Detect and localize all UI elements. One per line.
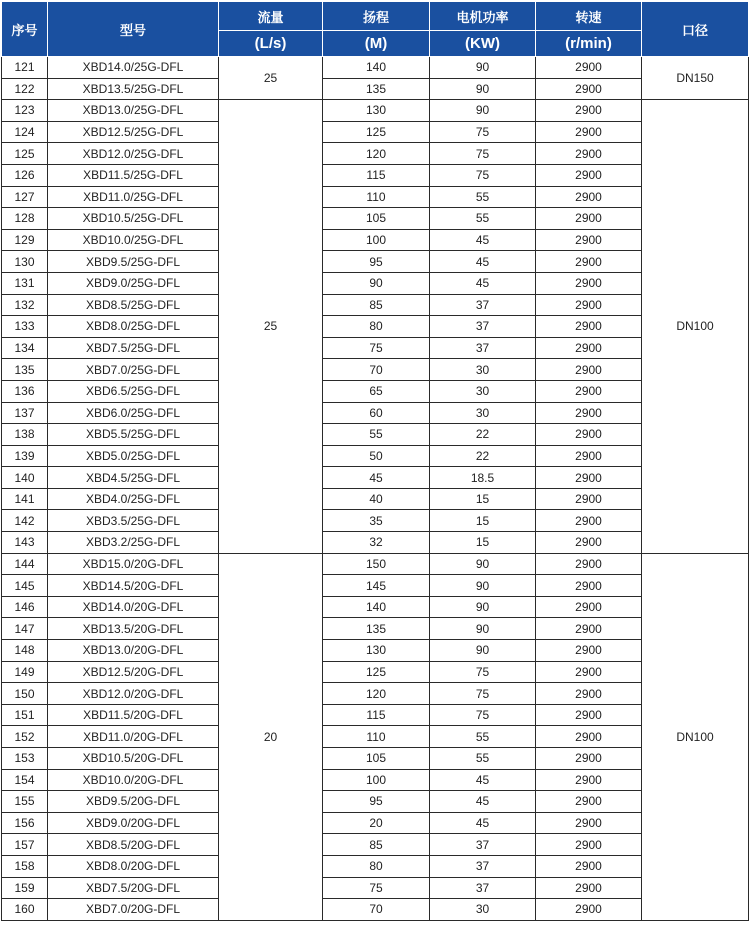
cell-model: XBD4.0/25G-DFL: [48, 488, 219, 510]
cell-power: 45: [430, 251, 536, 273]
cell-model: XBD12.5/20G-DFL: [48, 661, 219, 683]
cell-speed: 2900: [536, 618, 642, 640]
cell-seq: 121: [2, 57, 48, 79]
cell-head: 80: [323, 855, 430, 877]
cell-head: 105: [323, 748, 430, 770]
cell-power: 22: [430, 445, 536, 467]
cell-speed: 2900: [536, 359, 642, 381]
cell-head: 65: [323, 380, 430, 402]
cell-seq: 136: [2, 380, 48, 402]
cell-model: XBD11.5/20G-DFL: [48, 704, 219, 726]
header-flow: 流量: [219, 2, 323, 31]
cell-speed: 2900: [536, 855, 642, 877]
cell-speed: 2900: [536, 294, 642, 316]
cell-model: XBD9.5/20G-DFL: [48, 791, 219, 813]
cell-speed: 2900: [536, 143, 642, 165]
table-row: [2, 121, 749, 143]
cell-model: XBD11.5/25G-DFL: [48, 164, 219, 186]
cell-model: XBD10.0/20G-DFL: [48, 769, 219, 791]
cell-model: XBD11.0/25G-DFL: [48, 186, 219, 208]
table-row: [2, 229, 749, 251]
cell-power: 30: [430, 359, 536, 381]
cell-head: 115: [323, 704, 430, 726]
cell-seq: 135: [2, 359, 48, 381]
table-row: [2, 834, 749, 856]
cell-speed: 2900: [536, 272, 642, 294]
header-head: 扬程: [323, 2, 430, 31]
cell-model: XBD3.2/25G-DFL: [48, 532, 219, 554]
table-row: [2, 208, 749, 230]
cell-power: 45: [430, 769, 536, 791]
cell-head: 130: [323, 100, 430, 122]
table-row: [2, 618, 749, 640]
cell-model: XBD8.0/25G-DFL: [48, 316, 219, 338]
cell-head: 110: [323, 726, 430, 748]
table-row: [2, 748, 749, 770]
cell-power: 15: [430, 532, 536, 554]
cell-head: 145: [323, 575, 430, 597]
cell-flow: 25: [219, 100, 323, 553]
cell-caliber: DN100: [642, 553, 749, 920]
cell-power: 22: [430, 424, 536, 446]
cell-head: 120: [323, 683, 430, 705]
cell-head: 20: [323, 812, 430, 834]
cell-model: XBD13.5/25G-DFL: [48, 78, 219, 100]
cell-head: 125: [323, 121, 430, 143]
cell-head: 75: [323, 337, 430, 359]
cell-model: XBD14.0/25G-DFL: [48, 57, 219, 79]
cell-seq: 129: [2, 229, 48, 251]
cell-model: XBD12.5/25G-DFL: [48, 121, 219, 143]
table-row: [2, 812, 749, 834]
cell-speed: 2900: [536, 899, 642, 921]
cell-model: XBD6.0/25G-DFL: [48, 402, 219, 424]
table-body: [2, 57, 749, 921]
header-speed-unit: (r/min): [536, 31, 642, 57]
cell-seq: 148: [2, 640, 48, 662]
cell-seq: 155: [2, 791, 48, 813]
cell-head: 70: [323, 899, 430, 921]
cell-seq: 132: [2, 294, 48, 316]
cell-model: XBD14.0/20G-DFL: [48, 596, 219, 618]
cell-seq: 160: [2, 899, 48, 921]
cell-speed: 2900: [536, 445, 642, 467]
header-power: 电机功率: [430, 2, 536, 31]
cell-power: 75: [430, 704, 536, 726]
cell-seq: 137: [2, 402, 48, 424]
header-seq: 序号: [2, 2, 48, 57]
table-row: [2, 791, 749, 813]
cell-head: 105: [323, 208, 430, 230]
table-row: [2, 855, 749, 877]
table-row: [2, 575, 749, 597]
table-row: [2, 640, 749, 662]
table-row: [2, 532, 749, 554]
cell-power: 75: [430, 683, 536, 705]
table-row: [2, 359, 749, 381]
cell-power: 90: [430, 640, 536, 662]
cell-seq: 147: [2, 618, 48, 640]
cell-model: XBD10.0/25G-DFL: [48, 229, 219, 251]
cell-power: 45: [430, 229, 536, 251]
cell-power: 37: [430, 877, 536, 899]
cell-speed: 2900: [536, 553, 642, 575]
cell-model: XBD7.5/25G-DFL: [48, 337, 219, 359]
cell-power: 90: [430, 57, 536, 79]
cell-model: XBD14.5/20G-DFL: [48, 575, 219, 597]
cell-model: XBD6.5/25G-DFL: [48, 380, 219, 402]
cell-speed: 2900: [536, 467, 642, 489]
cell-head: 95: [323, 251, 430, 273]
table-row: [2, 294, 749, 316]
cell-power: 75: [430, 164, 536, 186]
table-row: [2, 316, 749, 338]
cell-power: 90: [430, 553, 536, 575]
cell-seq: 141: [2, 488, 48, 510]
cell-power: 90: [430, 78, 536, 100]
cell-power: 37: [430, 294, 536, 316]
cell-seq: 145: [2, 575, 48, 597]
cell-speed: 2900: [536, 164, 642, 186]
cell-power: 45: [430, 812, 536, 834]
cell-seq: 127: [2, 186, 48, 208]
cell-head: 75: [323, 877, 430, 899]
cell-power: 55: [430, 186, 536, 208]
cell-power: 75: [430, 121, 536, 143]
cell-head: 110: [323, 186, 430, 208]
cell-model: XBD15.0/20G-DFL: [48, 553, 219, 575]
table-row: [2, 488, 749, 510]
table-row: [2, 467, 749, 489]
cell-speed: 2900: [536, 100, 642, 122]
cell-head: 140: [323, 596, 430, 618]
table-row: [2, 769, 749, 791]
header-model: 型号: [48, 2, 219, 57]
cell-head: 140: [323, 57, 430, 79]
table-row: [2, 251, 749, 273]
table-row: [2, 683, 749, 705]
cell-head: 80: [323, 316, 430, 338]
table-row: [2, 57, 749, 79]
table-row: [2, 164, 749, 186]
cell-speed: 2900: [536, 661, 642, 683]
cell-speed: 2900: [536, 402, 642, 424]
cell-speed: 2900: [536, 229, 642, 251]
cell-speed: 2900: [536, 791, 642, 813]
table-row: [2, 661, 749, 683]
cell-model: XBD13.0/25G-DFL: [48, 100, 219, 122]
cell-seq: 142: [2, 510, 48, 532]
cell-head: 50: [323, 445, 430, 467]
cell-model: XBD8.0/20G-DFL: [48, 855, 219, 877]
cell-caliber: DN150: [642, 57, 749, 100]
cell-seq: 153: [2, 748, 48, 770]
cell-speed: 2900: [536, 575, 642, 597]
cell-power: 15: [430, 510, 536, 532]
cell-power: 30: [430, 899, 536, 921]
cell-seq: 159: [2, 877, 48, 899]
cell-power: 90: [430, 618, 536, 640]
cell-power: 37: [430, 316, 536, 338]
cell-power: 55: [430, 726, 536, 748]
cell-seq: 152: [2, 726, 48, 748]
table-row: [2, 380, 749, 402]
cell-seq: 146: [2, 596, 48, 618]
cell-head: 125: [323, 661, 430, 683]
cell-power: 45: [430, 272, 536, 294]
cell-speed: 2900: [536, 532, 642, 554]
cell-power: 55: [430, 208, 536, 230]
cell-model: XBD10.5/20G-DFL: [48, 748, 219, 770]
cell-seq: 143: [2, 532, 48, 554]
cell-model: XBD7.0/20G-DFL: [48, 899, 219, 921]
cell-model: XBD9.5/25G-DFL: [48, 251, 219, 273]
cell-speed: 2900: [536, 834, 642, 856]
cell-model: XBD8.5/25G-DFL: [48, 294, 219, 316]
table-row: [2, 402, 749, 424]
cell-model: XBD7.5/20G-DFL: [48, 877, 219, 899]
cell-power: 90: [430, 575, 536, 597]
cell-model: XBD9.0/25G-DFL: [48, 272, 219, 294]
cell-model: XBD10.5/25G-DFL: [48, 208, 219, 230]
cell-head: 100: [323, 769, 430, 791]
cell-power: 45: [430, 791, 536, 813]
table-row: [2, 445, 749, 467]
cell-seq: 157: [2, 834, 48, 856]
cell-seq: 158: [2, 855, 48, 877]
cell-head: 32: [323, 532, 430, 554]
cell-seq: 133: [2, 316, 48, 338]
header-flow-unit: (L/s): [219, 31, 323, 57]
cell-head: 45: [323, 467, 430, 489]
cell-model: XBD12.0/20G-DFL: [48, 683, 219, 705]
table-row: [2, 424, 749, 446]
cell-power: 90: [430, 596, 536, 618]
cell-speed: 2900: [536, 683, 642, 705]
cell-head: 85: [323, 294, 430, 316]
cell-head: 95: [323, 791, 430, 813]
pump-spec-table: [1, 1, 749, 921]
cell-model: XBD4.5/25G-DFL: [48, 467, 219, 489]
cell-head: 115: [323, 164, 430, 186]
cell-seq: 149: [2, 661, 48, 683]
cell-seq: 139: [2, 445, 48, 467]
cell-speed: 2900: [536, 877, 642, 899]
cell-head: 40: [323, 488, 430, 510]
cell-power: 75: [430, 143, 536, 165]
cell-model: XBD11.0/20G-DFL: [48, 726, 219, 748]
table-row: [2, 899, 749, 921]
header-head-unit: (M): [323, 31, 430, 57]
table-header: [2, 2, 749, 57]
table-row: [2, 877, 749, 899]
cell-model: XBD13.5/20G-DFL: [48, 618, 219, 640]
cell-seq: 154: [2, 769, 48, 791]
cell-speed: 2900: [536, 488, 642, 510]
cell-head: 130: [323, 640, 430, 662]
cell-head: 135: [323, 618, 430, 640]
cell-speed: 2900: [536, 596, 642, 618]
cell-seq: 150: [2, 683, 48, 705]
cell-speed: 2900: [536, 380, 642, 402]
cell-model: XBD7.0/25G-DFL: [48, 359, 219, 381]
table-row: [2, 337, 749, 359]
cell-power: 30: [430, 380, 536, 402]
cell-model: XBD3.5/25G-DFL: [48, 510, 219, 532]
cell-speed: 2900: [536, 121, 642, 143]
cell-seq: 126: [2, 164, 48, 186]
cell-model: XBD9.0/20G-DFL: [48, 812, 219, 834]
cell-power: 90: [430, 100, 536, 122]
cell-speed: 2900: [536, 316, 642, 338]
cell-caliber: DN100: [642, 100, 749, 553]
cell-speed: 2900: [536, 251, 642, 273]
cell-seq: 122: [2, 78, 48, 100]
cell-speed: 2900: [536, 769, 642, 791]
cell-model: XBD13.0/20G-DFL: [48, 640, 219, 662]
cell-power: 75: [430, 661, 536, 683]
cell-seq: 125: [2, 143, 48, 165]
cell-seq: 134: [2, 337, 48, 359]
cell-speed: 2900: [536, 337, 642, 359]
cell-speed: 2900: [536, 424, 642, 446]
cell-head: 35: [323, 510, 430, 532]
cell-power: 55: [430, 748, 536, 770]
header-speed: 转速: [536, 2, 642, 31]
cell-flow: 20: [219, 553, 323, 920]
cell-speed: 2900: [536, 812, 642, 834]
cell-seq: 140: [2, 467, 48, 489]
cell-model: XBD12.0/25G-DFL: [48, 143, 219, 165]
cell-seq: 151: [2, 704, 48, 726]
table-row: [2, 510, 749, 532]
cell-speed: 2900: [536, 78, 642, 100]
table-row: [2, 143, 749, 165]
cell-speed: 2900: [536, 208, 642, 230]
cell-seq: 123: [2, 100, 48, 122]
cell-power: 37: [430, 337, 536, 359]
cell-head: 90: [323, 272, 430, 294]
table-row: [2, 272, 749, 294]
cell-model: XBD5.0/25G-DFL: [48, 445, 219, 467]
cell-speed: 2900: [536, 57, 642, 79]
table-row: [2, 726, 749, 748]
cell-seq: 138: [2, 424, 48, 446]
table-row: [2, 704, 749, 726]
cell-power: 37: [430, 855, 536, 877]
cell-power: 30: [430, 402, 536, 424]
header-power-unit: (KW): [430, 31, 536, 57]
cell-seq: 156: [2, 812, 48, 834]
cell-speed: 2900: [536, 748, 642, 770]
cell-power: 37: [430, 834, 536, 856]
cell-seq: 124: [2, 121, 48, 143]
cell-speed: 2900: [536, 186, 642, 208]
cell-speed: 2900: [536, 510, 642, 532]
cell-power: 18.5: [430, 467, 536, 489]
cell-power: 15: [430, 488, 536, 510]
cell-seq: 128: [2, 208, 48, 230]
cell-head: 120: [323, 143, 430, 165]
cell-head: 135: [323, 78, 430, 100]
table-row: [2, 596, 749, 618]
table-row: [2, 553, 749, 575]
table-row: [2, 186, 749, 208]
table-row: [2, 78, 749, 100]
cell-seq: 144: [2, 553, 48, 575]
cell-head: 70: [323, 359, 430, 381]
cell-speed: 2900: [536, 726, 642, 748]
cell-speed: 2900: [536, 640, 642, 662]
cell-seq: 131: [2, 272, 48, 294]
cell-head: 55: [323, 424, 430, 446]
cell-head: 85: [323, 834, 430, 856]
cell-model: XBD8.5/20G-DFL: [48, 834, 219, 856]
cell-head: 100: [323, 229, 430, 251]
cell-flow: 25: [219, 57, 323, 100]
cell-head: 60: [323, 402, 430, 424]
cell-speed: 2900: [536, 704, 642, 726]
cell-model: XBD5.5/25G-DFL: [48, 424, 219, 446]
header-caliber: 口径: [642, 2, 749, 57]
table-row: [2, 100, 749, 122]
cell-head: 150: [323, 553, 430, 575]
cell-seq: 130: [2, 251, 48, 273]
